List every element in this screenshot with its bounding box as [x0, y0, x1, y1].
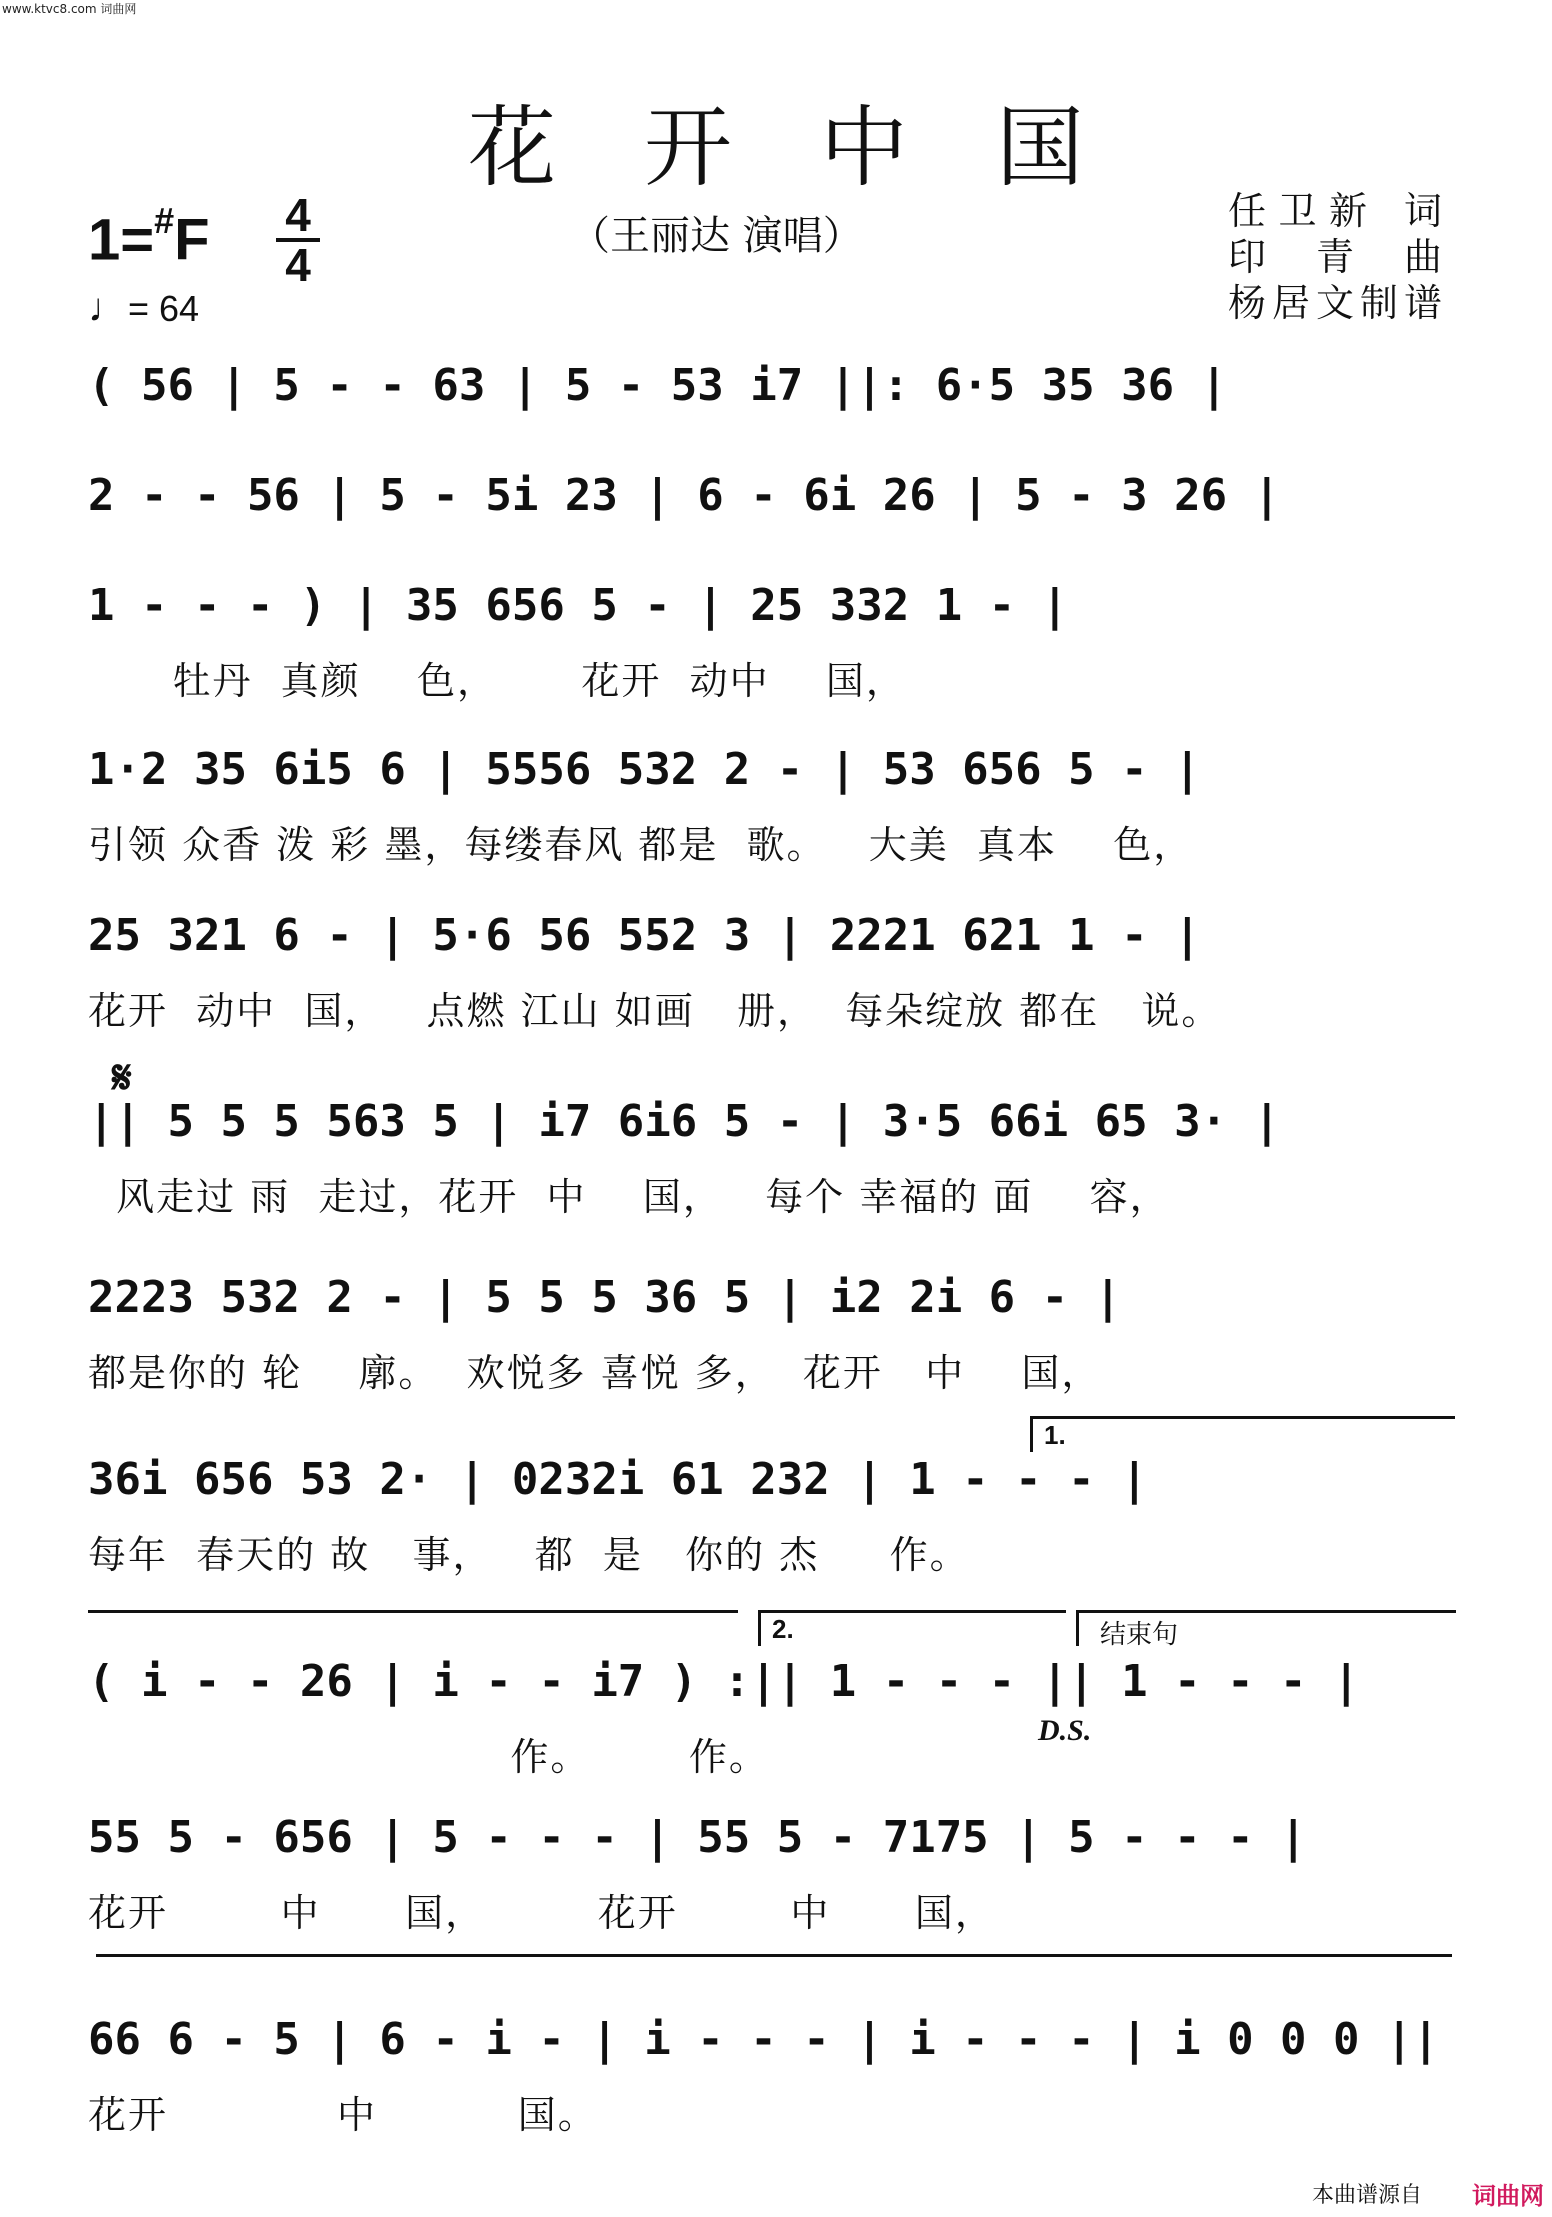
coda-divider-line — [96, 1954, 1452, 1957]
lyrics: 花开 动中 国， 点燃 江山 如画 册， 每朵绽放 都在 说。 — [88, 989, 1222, 1033]
lyricist-credit: 任卫新 词 — [1228, 189, 1442, 233]
time-signature-bottom: 4 — [285, 239, 311, 291]
sharp-sign: # — [154, 200, 175, 241]
lyrics: 都是你的 轮 廓。 欢悦多 喜悦 多， 花开 中 国， — [88, 1351, 1102, 1395]
singer-credit: （王丽达 演唱） — [570, 213, 863, 259]
notation: 2 - - 56 | 5 - 5i 23 | 6 - 6i 26 | 5 - 3 26 | — [88, 470, 1281, 521]
ending-bracket — [1076, 1610, 1456, 1613]
repeat-divider-line — [88, 1610, 738, 1613]
volta-1-bracket-left — [1030, 1416, 1033, 1452]
volta-2-bracket — [758, 1610, 1066, 1613]
notation: ( i - - 26 | i - - i7 ) :|| 1 - - - || 1 - - - | — [88, 1656, 1360, 1707]
notation: 2223 532 2 - | 5 5 5 36 5 | i2 2i 6 - | — [88, 1272, 1122, 1323]
notation: 1·2 35 6i5 6 | 5556 532 2 - | 53 656 5 - | — [88, 744, 1201, 795]
notation: 1 - - - ) | 35 656 5 - | 25 332 1 - | — [88, 580, 1069, 631]
volta-1-bracket — [1030, 1416, 1455, 1419]
quarter-note-icon: ♩ — [88, 286, 128, 330]
notation: || 5 5 5 563 5 | i7 6i6 5 - | 3·5 66i 65 3· | — [88, 1096, 1281, 1147]
time-signature-top: 4 — [285, 189, 311, 241]
footer-site-logo[interactable]: 词曲网 — [1472, 2182, 1544, 2210]
lyrics: 花开 中 国， 花开 中 国， — [88, 1891, 995, 1935]
tempo-marking: ♩= 64 — [88, 286, 200, 330]
notation: 36i 656 53 2· | 0232i 61 232 | 1 - - - | — [88, 1454, 1148, 1505]
key-signature: 1=#F — [88, 200, 210, 273]
composer-credit: 印 青 曲 — [1228, 235, 1442, 279]
notation: 66 6 - 5 | 6 - i - | i - - - | i - - - | i 0 0 0 || — [88, 2014, 1440, 2065]
lyrics: 每年 春天的 故 事， 都 是 你的 杰 作。 — [88, 1533, 970, 1577]
ds-marking: D.S. — [1038, 1714, 1092, 1747]
lyrics: 引领 众香 泼 彩 墨，每缕春风 都是 歌。 大美 真本 色， — [88, 823, 1194, 867]
ending-label: 结束句 — [1100, 1620, 1179, 1650]
lyrics: 牡丹 真颜 色， 花开 动中 国， — [88, 659, 906, 703]
volta-2-bracket-left — [758, 1610, 761, 1646]
notation: ( 56 | 5 - - 63 | 5 - 53 i7 ||: 6·5 35 36 | — [88, 360, 1228, 411]
time-signature — [276, 189, 320, 291]
footer-source-label: 本曲谱源自 — [1311, 2183, 1422, 2208]
transcriber-credit: 杨居文制谱 — [1228, 281, 1442, 325]
notation: 55 5 - 656 | 5 - - - | 55 5 - 7175 | 5 - - - | — [88, 1812, 1307, 1863]
lyrics: 作。 作。 — [88, 1735, 769, 1779]
lyrics: 花开 中 国。 — [88, 2093, 598, 2137]
source-url: www.ktvc8.com 词曲网 — [2, 2, 137, 16]
volta-1-label: 1. — [1044, 1420, 1066, 1450]
credits — [1228, 188, 1442, 326]
lyrics: 风走过 雨 走过，花开 中 国， 每个 幸福的 面 容， — [88, 1175, 1170, 1219]
ending-bracket-left — [1076, 1610, 1079, 1646]
segno-icon: 𝄋 — [112, 1050, 132, 1104]
volta-2-label: 2. — [772, 1614, 794, 1644]
song-title: 花开中国 — [467, 96, 1172, 199]
notation: 25 321 6 - | 5·6 56 552 3 | 2221 621 1 - | — [88, 910, 1201, 961]
